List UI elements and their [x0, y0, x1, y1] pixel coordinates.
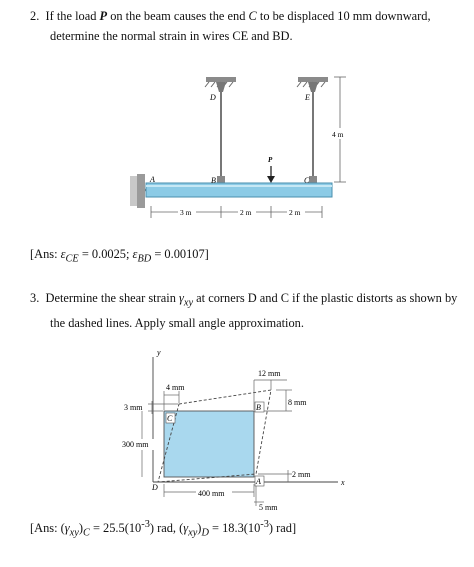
corner-c-label: C: [167, 414, 173, 423]
label-a: A: [150, 175, 155, 184]
dim-2mm: 2 mm: [292, 470, 311, 479]
dim-12mm: 12 mm: [258, 369, 281, 378]
dim-5mm: 5 mm: [259, 503, 278, 512]
dim-2m-right: 2 m: [289, 208, 301, 217]
label-b: B: [211, 176, 216, 185]
dim-3mm: 3 mm: [124, 403, 143, 412]
dim-2m-left: 2 m: [240, 208, 252, 217]
dim-3m: 3 m: [180, 208, 192, 217]
problem-3-answer: [Ans: $(\gamma_{xy})_C = 25.5(10^{-3})$ rad, $(\gamma_{xy})_D = 18.3(10^{-3})$ rad]: [30, 519, 297, 539]
axis-x-label: x: [341, 478, 345, 487]
dim-4mm: 4 mm: [166, 383, 185, 392]
dim-300mm: 300 mm: [122, 440, 149, 449]
corner-d-label: D: [152, 483, 158, 492]
problem-2-answer: [Ans: $\varepsilon_{CE} = 0.0025$; $\varepsilon_{BD} = 0.00107$]: [30, 247, 209, 265]
dim-4m: 4 m: [332, 130, 344, 139]
axis-y-label: y: [157, 348, 161, 357]
problem-3-statement: 3. Determine the shear strain $\gamma_{xy}$ at corners D and C if the plastic distorts as shown by the dashed lines. Apply small angle approximation.: [30, 291, 458, 331]
dim-400mm: 400 mm: [198, 489, 225, 498]
plastic-plate: [164, 411, 254, 477]
corner-b-label: B: [256, 403, 261, 412]
label-c: C: [304, 176, 310, 185]
corner-a-label: A: [256, 477, 261, 486]
problem-2-statement: 2. If the load P on the beam causes the end C to be displaced 10 mm downward, determine the normal strain in wires CE and BD.: [30, 9, 431, 43]
dim-8mm: 8 mm: [288, 398, 307, 407]
label-p: P: [268, 156, 273, 164]
load-symbol: P: [99, 9, 108, 23]
label-d: D: [210, 93, 216, 102]
label-e: E: [305, 93, 310, 102]
problem-2-number: 2.: [30, 9, 40, 23]
problem-3-number: 3.: [30, 291, 40, 305]
